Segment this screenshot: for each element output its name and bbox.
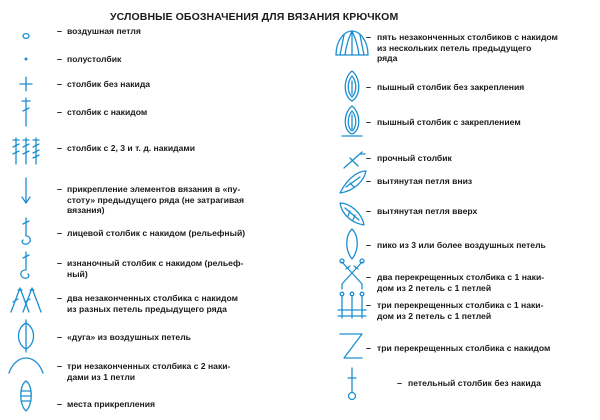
dash: – bbox=[366, 32, 372, 42]
dash: – bbox=[57, 399, 63, 409]
attach-point-icon bbox=[6, 379, 46, 415]
dash: – bbox=[366, 343, 372, 353]
legend-label: три перекрещенных столбика с 1 наки- дом из 2 петель с 1 петлей bbox=[377, 300, 544, 321]
dash: – bbox=[57, 107, 63, 117]
loop-stitch-icon bbox=[332, 366, 372, 402]
dash: – bbox=[57, 228, 63, 238]
double-crochet-icon bbox=[6, 94, 46, 130]
legend-label: столбик без накида bbox=[67, 79, 151, 89]
legend-label: воздушная петля bbox=[67, 26, 141, 36]
multi-yarn-over-icon bbox=[6, 133, 46, 169]
dash: – bbox=[57, 332, 63, 342]
legend-label: два перекрещенных столбика с 1 наки- дом из 2 петель с 1 петлей bbox=[377, 272, 545, 293]
legend-label: пико из 3 или более воздушных петель bbox=[377, 240, 546, 250]
dash: – bbox=[366, 240, 372, 250]
dash: – bbox=[57, 54, 63, 64]
legend-label: два незаконченных столбика с накидом из разных петель предыдущего ряда bbox=[67, 293, 238, 314]
dash: – bbox=[366, 206, 372, 216]
front-post-icon bbox=[6, 214, 46, 250]
legend-label: столбик с 2, 3 и т. д. накидами bbox=[67, 143, 195, 153]
legend-label: пять незаконченных столбиков с накидом из нескольких петель предыдущего ряда bbox=[377, 32, 558, 64]
dash: – bbox=[57, 26, 63, 36]
dash: – bbox=[366, 272, 372, 282]
legend-label: изнаночный столбик с накидом (рельеф- ный) bbox=[67, 258, 244, 279]
dash: – bbox=[366, 153, 372, 163]
dash: – bbox=[57, 184, 63, 194]
back-post-icon bbox=[6, 248, 46, 284]
dash: – bbox=[57, 258, 63, 268]
dash: – bbox=[366, 82, 372, 92]
dash: – bbox=[57, 143, 63, 153]
legend-label: прочный столбик bbox=[377, 153, 452, 163]
legend-label: «дуга» из воздушных петель bbox=[67, 332, 191, 342]
legend-label: три перекрещенных столбика с накидом bbox=[377, 343, 551, 353]
legend-label: три незаконченных столбика с 2 наки- дами из 1 петли bbox=[67, 361, 231, 382]
dash: – bbox=[366, 300, 372, 310]
legend-label: пышный столбик с закреплением bbox=[377, 117, 521, 127]
legend-label: лицевой столбик с накидом (рельефный) bbox=[67, 228, 246, 238]
legend-label: полустолбик bbox=[67, 54, 122, 64]
arrow-down-icon bbox=[6, 174, 46, 210]
page-title: УСЛОВНЫЕ ОБОЗНАЧЕНИЯ ДЛЯ ВЯЗАНИЯ КРЮЧКОМ bbox=[110, 11, 399, 23]
dash: – bbox=[57, 79, 63, 89]
legend-label: прикрепление элементов вязания в «пу- стоту» предыдущего ряда (не затрагивая вязания) bbox=[67, 184, 244, 216]
legend-label: места прикрепления bbox=[67, 399, 156, 409]
legend-label: вытянутая петля вверх bbox=[377, 206, 478, 216]
legend-label: петельный столбик без накида bbox=[408, 378, 541, 388]
legend-label: вытянутая петля вниз bbox=[377, 176, 473, 186]
legend-label: пышный столбик без закрепления bbox=[377, 82, 525, 92]
two-unfinished-icon bbox=[6, 282, 46, 318]
dash: – bbox=[57, 293, 63, 303]
dash: – bbox=[366, 176, 372, 186]
legend-label: столбик с накидом bbox=[67, 107, 148, 117]
dash: – bbox=[57, 361, 63, 371]
dash: – bbox=[397, 378, 403, 388]
dash: – bbox=[366, 117, 372, 127]
three-unfinished-icon bbox=[6, 347, 46, 383]
